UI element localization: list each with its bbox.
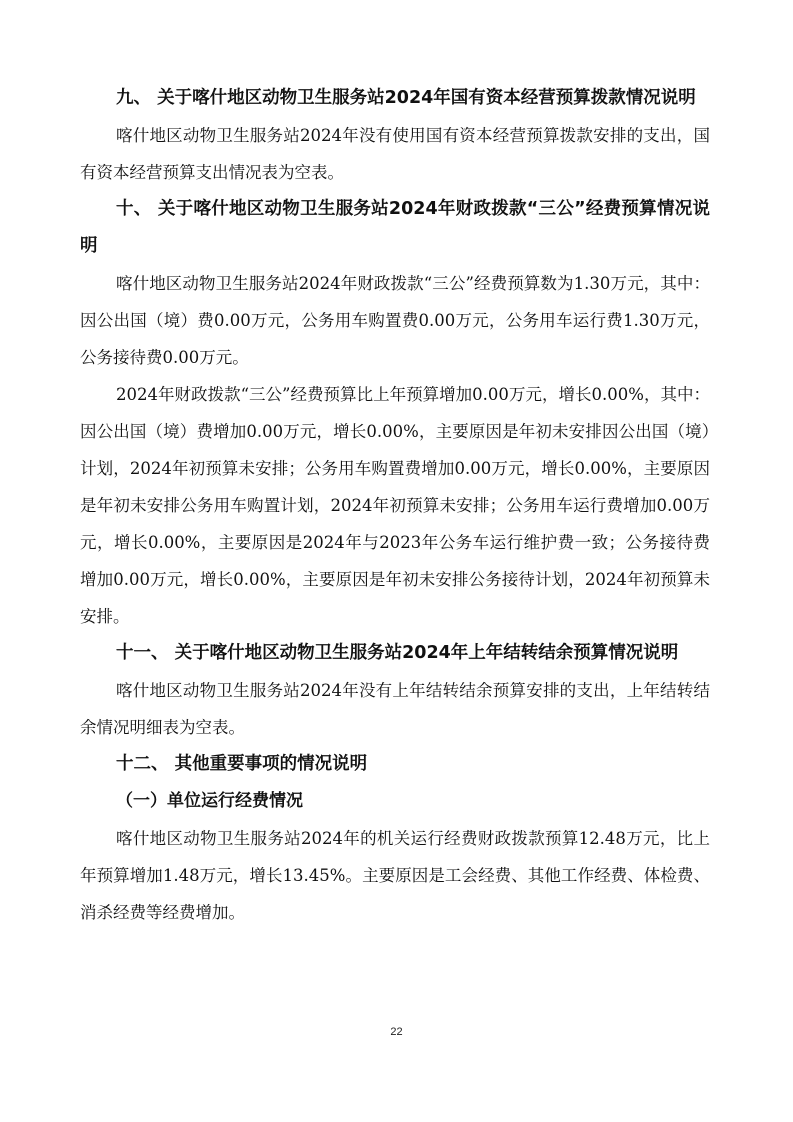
section-11-heading: 十一、 关于喀什地区动物卫生服务站2024年上年结转结余预算情况说明 (116, 643, 679, 663)
section-11-paragraph: 喀什地区动物卫生服务站2024年没有上年结转结余预算安排的支出，上年结转结余情况明细表为空表。 (80, 681, 710, 737)
section-10-paragraph-1: 喀什地区动物卫生服务站2024年财政拨款“三公”经费预算数为1.30万元，其中：因公出国（境）费0.00万元，公务用车购置费0.00万元，公务用车运行费1.30万元，公务接待费0.00万元。 (80, 274, 710, 367)
section-12-subheading: （一）单位运行经费情况 (116, 791, 303, 811)
section-10-paragraph-2: 2024年财政拨款“三公”经费预算比上年预算增加0.00万元，增长0.00%，其中：因公出国（境）费增加0.00万元，增长0.00%，主要原因是年初未安排因公出国（境）计划，2024年初预算未安排；公务用车购置费增加0.00万元，增长0.00%，主要原因是年初未安排公务用车购置计划，2024年初预算未安排；公务用车运行费增加0.00万元，增长0.00%，主要原因是2024年与2023年公务车运行维护费一致；公务接待费增加0.00万元，增长0.00%，主要原因是年初未安排公务接待计划，2024年初预算未安排。 (80, 385, 710, 626)
section-9-heading: 九、 关于喀什地区动物卫生服务站2024年国有资本经营预算拨款情况说明 (116, 88, 696, 108)
page-content (80, 80, 710, 931)
page-number: 22 (390, 1026, 403, 1038)
section-9-paragraph: 喀什地区动物卫生服务站2024年没有使用国有资本经营预算拨款安排的支出，国有资本经营预算支出情况表为空表。 (80, 126, 710, 182)
section-10-heading: 十、 关于喀什地区动物卫生服务站2024年财政拨款“三公”经费预算情况说明 (80, 199, 710, 256)
section-12-paragraph: 喀什地区动物卫生服务站2024年的机关运行经费财政拨款预算12.48万元，比上年预算增加1.48万元，增长13.45%。主要原因是工会经费、其他工作经费、体检费、消杀经费等经费增加。 (80, 829, 710, 922)
section-12-heading: 十二、 其他重要事项的情况说明 (116, 754, 368, 774)
